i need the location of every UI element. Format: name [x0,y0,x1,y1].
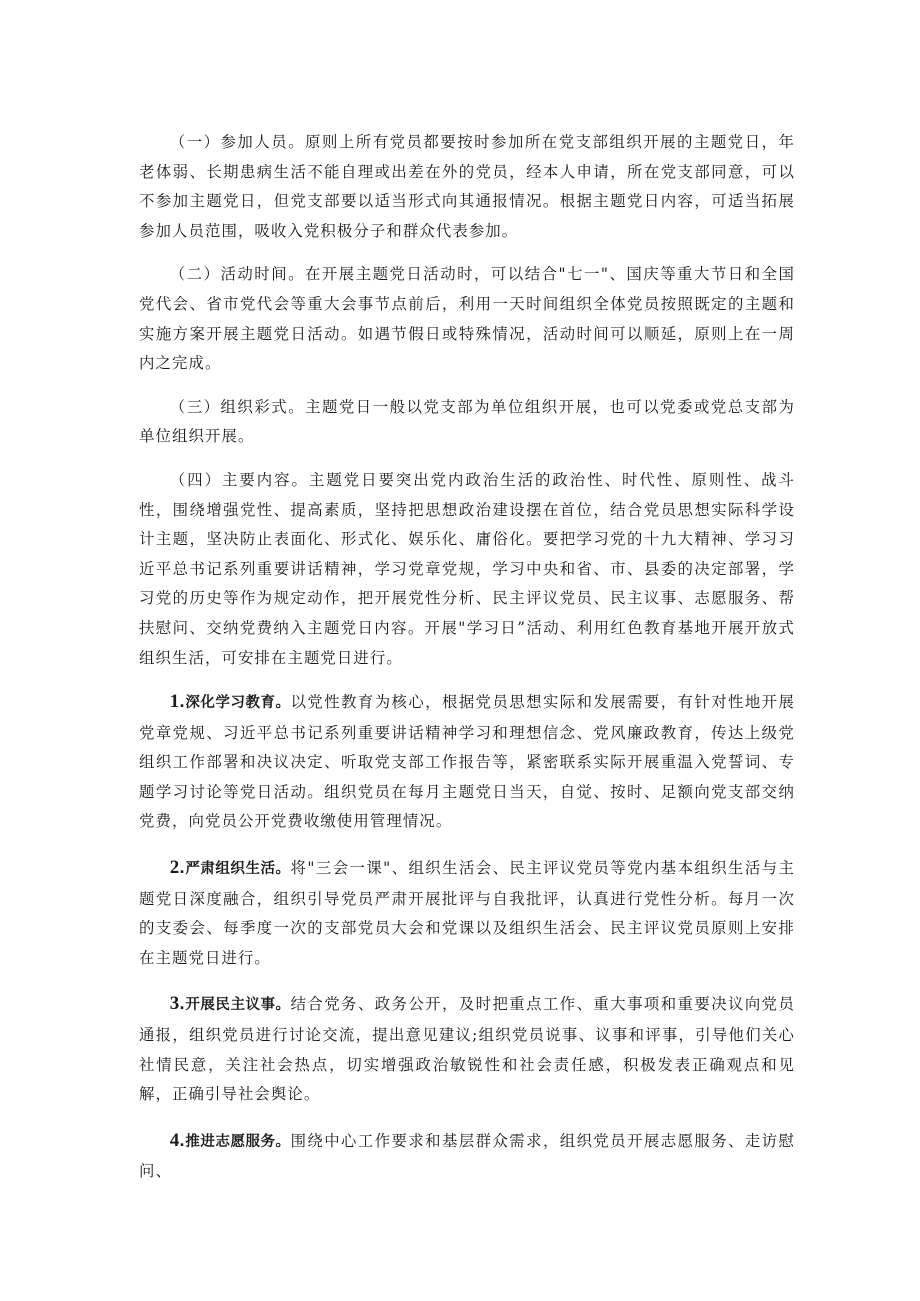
numbered-item-democratic-discussion [139,989,795,1109]
numbered-item-organization-life [139,853,795,973]
item-number: 1 [169,691,180,713]
item-title: .严肃组织生活。 [179,861,291,878]
paragraph-organization-form: （三）组织彩式。主题党日一般以党支部为单位组织开展，也可以党委或党总支部为单位组织开展。 [139,397,795,446]
item-title: .推进志愿服务。 [179,1133,291,1150]
paragraph-activity-time: （二）活动时间。在开展主题党日活动时，可以结合"七一"、国庆等重大节日和全国党代会、省市党代会等重大会事节点前后，利用一天时间组织全体党员按照既定的主题和实施方案开展主题党日活动。如遇节假日或特殊情况，活动时间可以顺延，原则上在一周内之完成。 [139,265,795,373]
item-number: 2 [169,857,180,879]
paragraph-main-content: （四）主要内容。主题党日要突出党内政治生活的政治性、时代性、原则性、战斗性，围绕增强党性、提高素质，坚持把思想政治建设摆在首位，结合党员思想实际科学设计主题，坚决防止表面化、形式化、娱乐化、庸俗化。要把学习党的十九大精神、学习习近平总书记系列重要讲话精神，学习党章党规，学习中央和省、市、县委的决定部署，学习党的历史等作为规定动作，把开展党性分析、民主评议党员、民主议事、志愿服务、帮扶慰问、交纳党费纳入主题党日内容。开展"学习日”活动、利用红色教育基地开展开放式组织生活，可安排在主题党日进行。 [139,470,795,667]
item-text: 将"三会一课"、组织生活会、民主评议党员等党内基本组织生活与主题党日深度融合，组织引导党员严肃开展批评与自我批评，认真进行党性分析。每月一次的支委会、每季度一次的支部党员大会和党课以及组织生活会、民主评议党员原则上安排在主题党日进行。 [139,859,796,967]
item-title: .深化学习教育。 [179,695,291,712]
item-number: 4 [169,1129,180,1151]
item-text: 围绕中心工作要求和基层群众需求，组织党员开展志愿服务、走访慰问、 [139,1131,795,1181]
item-text: 以党性教育为核心，根据党员思想实际和发展需要，有针对性地开展党章党规、习近平总书记系列重要讲话精神学习和理想信念、党风廉政教育，传达上级党组织工作部署和决议决定、听取党支部工作报告等，紧密联系实际开展重温入党誓词、专题学习讨论等党日活动。组织党员在每月主题党日当天，自觉、按时、足额向党支部交纳党费，向党员公开党费收缴使用管理情况。 [139,693,795,831]
item-title: .开展民主议事。 [179,997,291,1014]
item-text: 结合党务、政务公开，及时把重点工作、重大事项和重要决议向党员通报，组织党员进行讨论交流，提出意见建议;组织党员说事、议事和评事，引导他们关心社情民意，关注社会热点，切实增强政治敏锐性和社会责任感，积极发表正确观点和见解，正确引导社会舆论。 [139,995,795,1104]
numbered-item-study-education [139,687,795,837]
numbered-item-volunteer-service [139,1126,795,1187]
paragraph-participants: （一）参加人员。原则上所有党员都要按时参加所在党支部组织开展的主题党日，年老体弱、长期患病生活不能自理或出差在外的党员，经本人申请，所在党支部同意，可以不参加主题党日，但党支部要以适当形式向其通报情况。根据主题党日内容，可适当拓展参加人员范围，吸收入党积极分子和群众代表参加。 [139,133,795,240]
item-number: 3 [169,993,180,1015]
document-body [139,128,795,1203]
